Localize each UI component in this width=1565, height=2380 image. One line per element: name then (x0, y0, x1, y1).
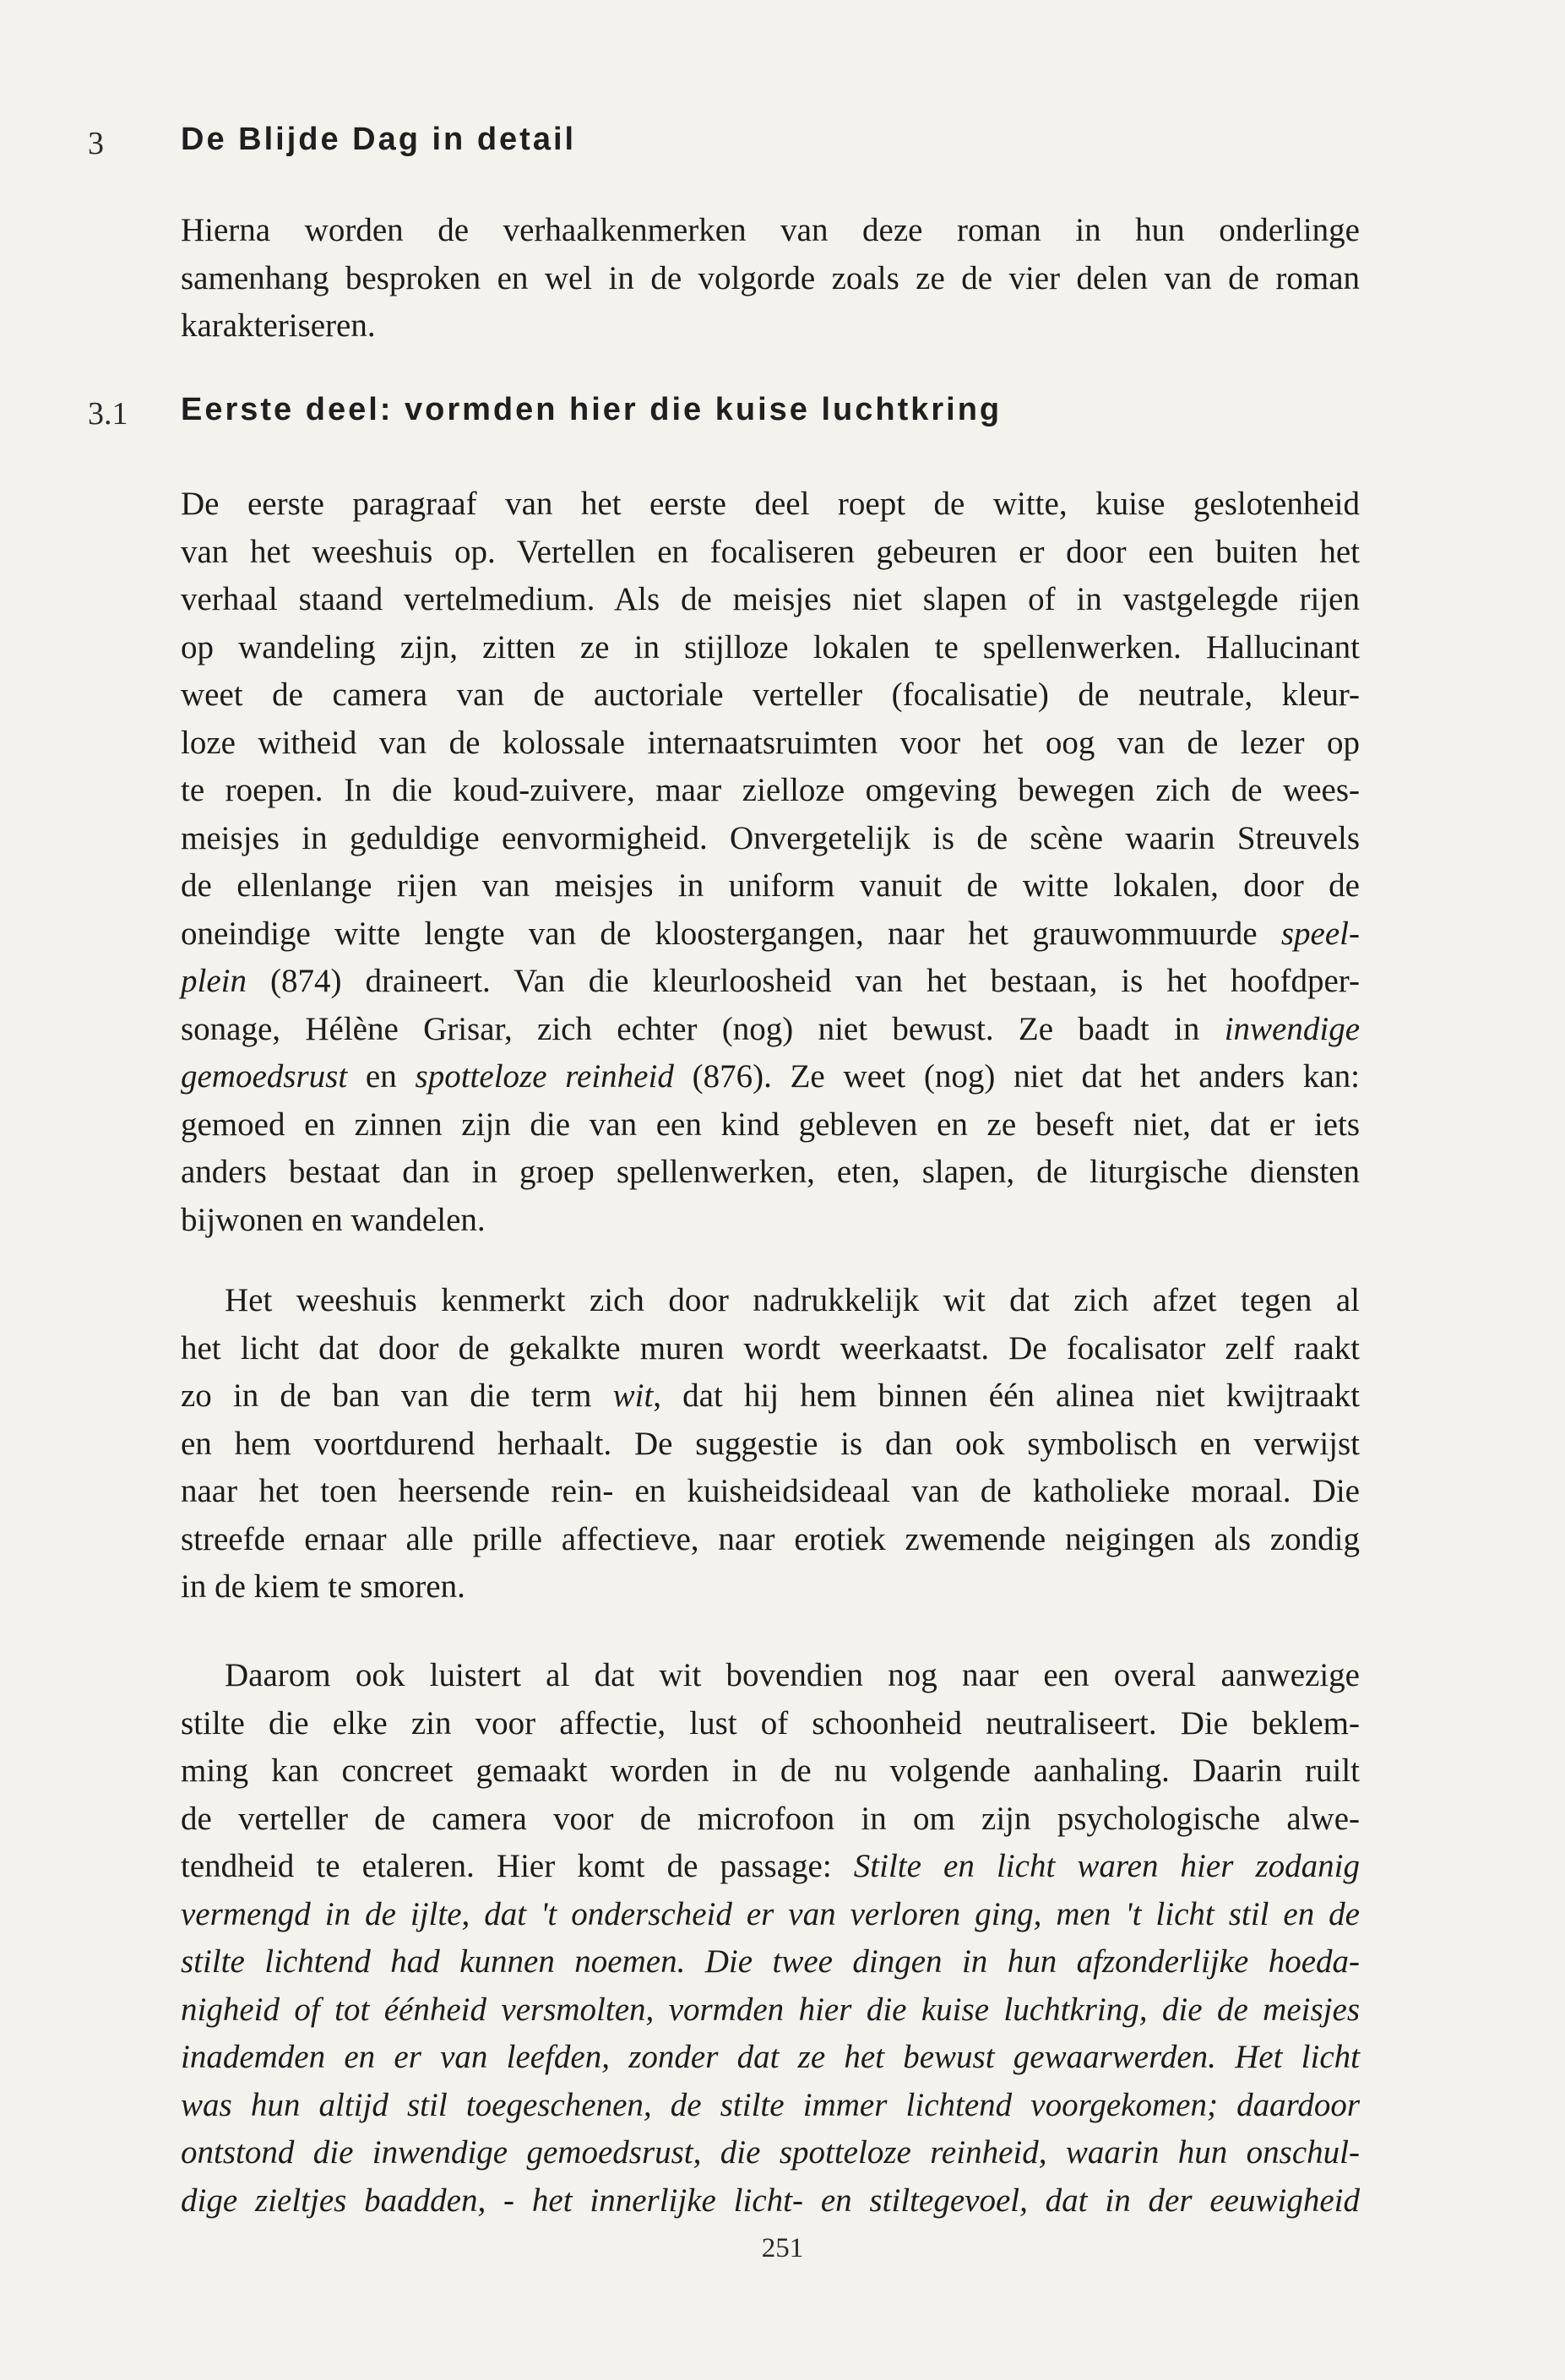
text-line: ming kan concreet gemaakt worden in de nu volgende aanhaling. Daarin ruilt (181, 1752, 1360, 1789)
text-line: Het weeshuis kenmerkt zich door nadrukkelijk wit dat zich afzet tegen al (225, 1282, 1360, 1318)
italic-span: vermengd in de ijlte, dat 't onderscheid er van verloren ging, men 't licht stil en de (181, 1895, 1360, 1932)
text-line (181, 1938, 1360, 1986)
text-line (181, 2082, 1360, 2130)
text-line: loze witheid van de kolossale internaatsruimten voor het oog van de lezer op (181, 724, 1360, 761)
text-line: gemoed en zinnen zijn die van een kind gebleven en ze beseft niet, dat er iets (181, 1106, 1360, 1143)
text-line: het licht dat door de gekalkte muren wordt weerkaatst. De focalisator zelf raakt (181, 1329, 1360, 1367)
section-title: Eerste deel: vormden hier die kuise luchtkring (181, 392, 1003, 427)
italic-span: wit (612, 1377, 654, 1414)
section-number: 3.1 (88, 396, 128, 432)
text-line (181, 1843, 1360, 1891)
text-line: naar het toen heersende rein- en kuisheidsideaal van de katholieke moraal. Die (181, 1473, 1360, 1509)
page-number: 251 (761, 2233, 804, 2263)
text-line: De eerste paragraaf van het eerste deel roept de witte, kuise geslotenheid (181, 486, 1360, 522)
section-heading (0, 389, 1565, 439)
text-line (181, 2034, 1360, 2082)
text-line: en hem voortdurend herhaalt. De suggestie is dan ook symbolisch en verwijst (181, 1425, 1360, 1462)
text-span: oneindige witte lengte van de kloostergangen, naar het grauwommuurde (181, 915, 1258, 952)
paragraph-3 (181, 1652, 1360, 2225)
italic-span: inademden en er van leefden, zonder dat ze het bewust gewaarwerden. Het licht (181, 2039, 1360, 2075)
text-span: en (347, 1058, 416, 1095)
text-line: Hierna worden de verhaalkenmerken van deze roman in hun onderlinge (181, 212, 1360, 248)
text-span: , dat hij hem binnen één alinea niet kwijtraakt (653, 1377, 1360, 1414)
text-line: meisjes in geduldige eenvormigheid. Onvergetelijk is de scène waarin Streuvels (181, 819, 1360, 856)
text-line: de ellenlange rijen van meisjes in uniform vanuit de witte lokalen, door de (181, 867, 1360, 904)
text-line: op wandeling zijn, zitten ze in stijlloze lokalen te spellenwerken. Hallucinant (181, 628, 1360, 666)
text-line: bijwonen en wandelen. (181, 1201, 486, 1238)
italic-span: inwendige (1224, 1010, 1361, 1047)
text-line: van het weeshuis op. Vertellen en focaliseren gebeuren er door een buiten het (181, 533, 1360, 570)
italic-span: spotteloze reinheid (415, 1058, 674, 1095)
paragraph-1 (181, 481, 1360, 1244)
italic-span: nigheid of tot éénheid versmolten, vormden hier die kuise luchtkring, die de meisjes (181, 1991, 1360, 2028)
text-span: sonage, Hélène Grisar, zich echter (nog) niet bewust. Ze baadt in (181, 1010, 1200, 1047)
paragraph-2 (181, 1277, 1360, 1611)
italic-span: plein (181, 963, 247, 999)
text-line: karakteriseren. (181, 307, 376, 344)
chapter-number: 3 (88, 126, 104, 161)
text-line (181, 910, 1360, 959)
text-line (181, 2129, 1360, 2177)
text-line: verhaal staand vertelmedium. Als de meisjes niet slapen of in vastgelegde rijen (181, 581, 1360, 617)
text-line: stilte die elke zin voor affectie, lust of schoonheid neutraliseert. Die beklem- (181, 1704, 1360, 1742)
text-span: (874) draineert. Van die kleurloosheid van het bestaan, is het hoofdper- (246, 963, 1360, 999)
text-span: (876). Ze weet (nog) niet dat het anders kan: (673, 1058, 1361, 1095)
italic-span: gemoedsrust (181, 1058, 348, 1095)
italic-span: Stilte en licht waren hier zodanig (853, 1848, 1361, 1884)
text-line (181, 958, 1360, 1006)
text-line: te roepen. In die koud-zuivere, maar zielloze omgeving bewegen zich de wees- (181, 772, 1360, 808)
text-line (181, 1891, 1360, 1939)
text-line: anders bestaat dan in groep spellenwerken, eten, slapen, de liturgische diensten (181, 1154, 1360, 1190)
italic-span: was hun altijd stil toegeschenen, de stilte immer lichtend voorgekomen; daardoor (181, 2086, 1360, 2123)
text-span: zo in de ban van die term (181, 1377, 613, 1414)
italic-span: ontstond die inwendige gemoedsrust, die spotteloze reinheid, waarin hun onschul- (181, 2134, 1360, 2171)
text-line: de verteller de camera voor de microfoon in om zijn psychologische alwe- (181, 1800, 1360, 1837)
italic-span: dige zieltjes baadden, - het innerlijke licht- en stiltegevoel, dat in der eeuwigheid (181, 2182, 1360, 2219)
text-line: weet de camera van de auctoriale verteller (focalisatie) de neutrale, kleur- (181, 677, 1360, 713)
intro-paragraph (181, 207, 1360, 350)
chapter-title: De Blijde Dag in detail (181, 122, 577, 157)
italic-span: stilte lichtend had kunnen noemen. Die twee dingen in hun afzonderlijke hoeda- (181, 1943, 1360, 1980)
text-span: tendheid te etaleren. Hier komt de passage: (181, 1848, 832, 1884)
text-line (181, 1006, 1360, 1054)
italic-span: speel- (1280, 915, 1360, 952)
text-line: in de kiem te smoren. (181, 1568, 465, 1605)
chapter-heading (0, 118, 1565, 169)
text-line: samenhang besproken en wel in de volgorde zoals ze de vier delen van de roman (181, 259, 1360, 296)
text-line: streefde ernaar alle prille affectieve, naar erotiek zwemende neigingen als zondig (181, 1520, 1360, 1557)
text-line: Daarom ook luistert al dat wit bovendien nog naar een overal aanwezige (225, 1657, 1360, 1693)
text-line (181, 1053, 1360, 1101)
text-line (181, 1372, 1360, 1421)
text-line (181, 1986, 1360, 2035)
text-line (181, 2177, 1360, 2225)
